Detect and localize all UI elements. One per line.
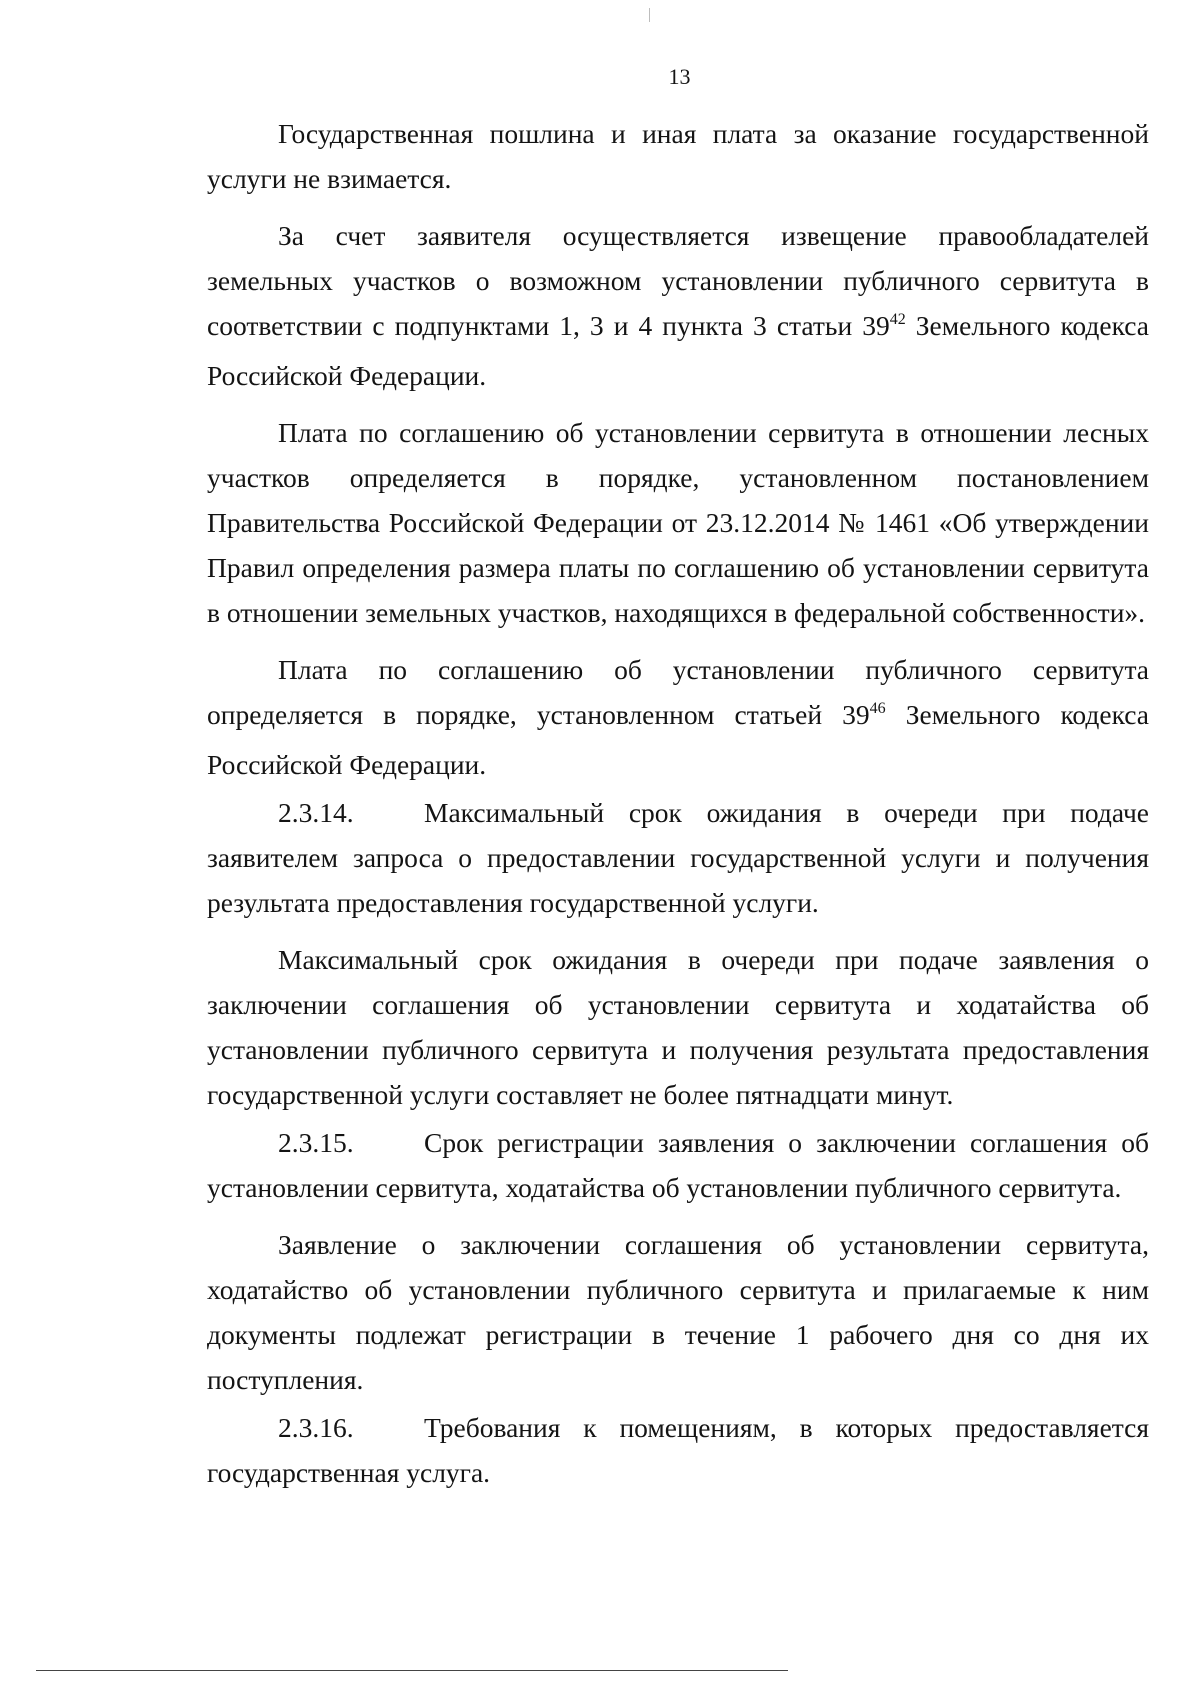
paragraph-text: За счет заявителя осуществляется извещение правообладателей земельных участков о возможном установлении публичного сервитута в соответствии с подпунктами 1, 3 и 4 пункта 3 статьи 39 bbox=[207, 220, 1149, 341]
section-heading: Максимальный срок ожидания в очереди при подаче заявителем запроса о предоставлении государственной услуги и получения результата предоставления государственной услуги. bbox=[207, 797, 1149, 918]
section-2-3-14 bbox=[207, 790, 1149, 925]
paragraph-applicant-notice bbox=[207, 213, 1149, 398]
section-2-3-16 bbox=[207, 1405, 1149, 1495]
paragraph-text: Государственная пошлина и иная плата за оказание государственной услуги не взимается. bbox=[207, 118, 1149, 194]
paragraph-text: Земельного кодекса Российской Федерации. bbox=[207, 699, 1149, 780]
paragraph-state-fee bbox=[207, 111, 1149, 201]
superscript: 46 bbox=[869, 700, 886, 717]
paragraph-text: Максимальный срок ожидания в очереди при подаче заявления о заключении соглашения об установлении сервитута и ходатайства об установлении публичного сервитута и получения результата предоставления государственной услуги составляет не более пятнадцати минут. bbox=[207, 944, 1149, 1110]
section-heading: Требования к помещениям, в которых предоставляется государственная услуга. bbox=[207, 1412, 1149, 1488]
section-number: 2.3.14. bbox=[278, 797, 354, 828]
page-number: 13 bbox=[668, 64, 691, 89]
paragraph-queue-time bbox=[207, 937, 1149, 1117]
section-heading: Срок регистрации заявления о заключении соглашения об установлении сервитута, ходатайства об установлении публичного сервитута. bbox=[207, 1127, 1149, 1203]
paragraph-text: Плата по соглашению об установлении публичного сервитута определяется в порядке, установленном статьей 39 bbox=[207, 654, 1149, 730]
paragraph-text: Земельного кодекса Российской Федерации. bbox=[207, 310, 1149, 391]
paragraph-text: Плата по соглашению об установлении сервитута в отношении лесных участков определяется в порядке, установленном постановлением Правительства Российской Федерации от 23.12.2014 № 1461 «Об утверждении Правил определения размера платы по соглашению об установлении сервитута в отношении земельных участков, находящихся в федеральной собственности». bbox=[207, 417, 1149, 628]
paragraph-public-servitude-fee bbox=[207, 647, 1149, 787]
document-body bbox=[207, 111, 1149, 1495]
section-2-3-15 bbox=[207, 1120, 1149, 1210]
section-number: 2.3.15. bbox=[278, 1127, 354, 1158]
footer-rule bbox=[36, 1670, 788, 1671]
paragraph-registration-term bbox=[207, 1222, 1149, 1402]
paragraph-forest-servitude-fee bbox=[207, 410, 1149, 635]
section-number: 2.3.16. bbox=[278, 1412, 354, 1443]
scan-artifact bbox=[649, 8, 650, 22]
paragraph-text: Заявление о заключении соглашения об установлении сервитута, ходатайство об установлении публичного сервитута и прилагаемые к ним документы подлежат регистрации в течение 1 рабочего дня со дня их поступления. bbox=[207, 1229, 1149, 1395]
superscript: 42 bbox=[889, 311, 906, 328]
